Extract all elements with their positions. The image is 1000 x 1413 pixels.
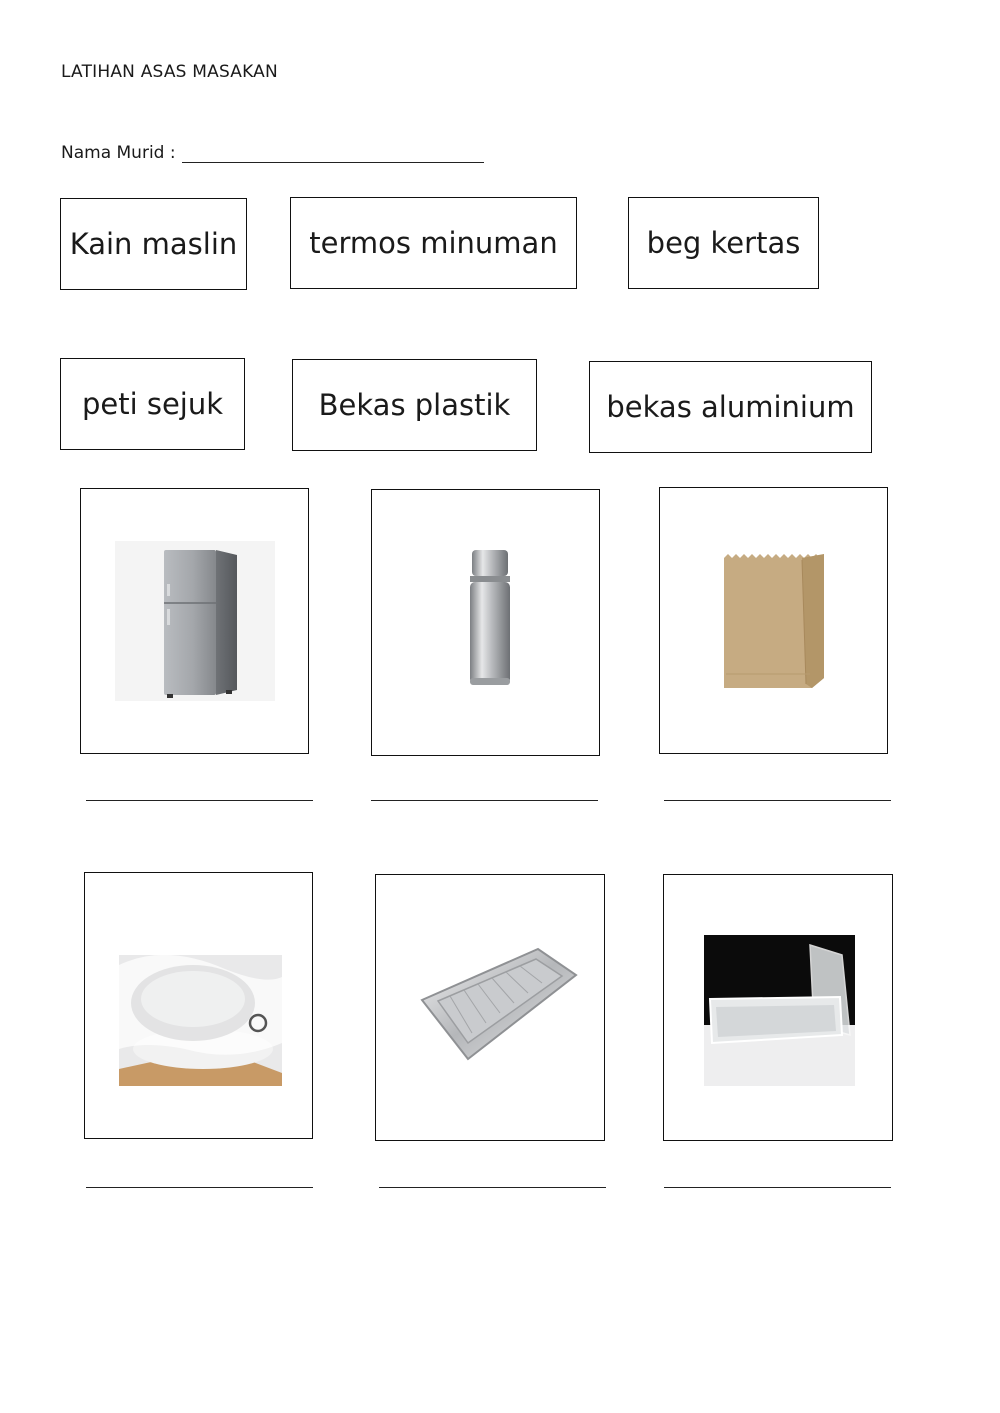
refrigerator-icon (81, 489, 307, 752)
student-name-row (61, 143, 484, 163)
word-label: Bekas plastik (318, 388, 511, 422)
thermos-flask-icon (372, 490, 598, 754)
picture-card-refrigerator (80, 488, 309, 754)
answer-blank-5[interactable] (379, 1187, 606, 1188)
word-label: Kain maslin (69, 227, 238, 261)
aluminium-tray-icon (376, 875, 603, 1139)
word-label: termos minuman (309, 226, 558, 260)
worksheet-title: LATIHAN ASAS MASAKAN (61, 62, 278, 82)
picture-card-thermos (371, 489, 600, 756)
word-label: peti sejuk (81, 387, 224, 421)
paper-bag-icon (660, 488, 886, 752)
student-name-label: Nama Murid : (61, 143, 176, 163)
muslin-cloth-strainer-icon (85, 873, 311, 1137)
plastic-container-icon (664, 875, 891, 1139)
word-label: bekas aluminium (606, 390, 855, 424)
answer-blank-4[interactable] (86, 1187, 313, 1188)
picture-card-aluminium-tray (375, 874, 605, 1141)
word-card-termos-minuman[interactable] (290, 197, 577, 289)
student-name-blank[interactable] (182, 144, 484, 163)
word-card-bekas-aluminium[interactable] (589, 361, 872, 453)
word-card-bekas-plastik[interactable] (292, 359, 537, 451)
picture-card-plastic-container (663, 874, 893, 1141)
answer-blank-6[interactable] (664, 1187, 891, 1188)
word-card-peti-sejuk[interactable] (60, 358, 245, 450)
word-label: beg kertas (646, 226, 801, 260)
answer-blank-1[interactable] (86, 800, 313, 801)
picture-card-muslin-cloth (84, 872, 313, 1139)
answer-blank-2[interactable] (371, 800, 598, 801)
word-card-kain-maslin[interactable] (60, 198, 247, 290)
picture-card-paper-bag (659, 487, 888, 754)
word-card-beg-kertas[interactable] (628, 197, 819, 289)
answer-blank-3[interactable] (664, 800, 891, 801)
